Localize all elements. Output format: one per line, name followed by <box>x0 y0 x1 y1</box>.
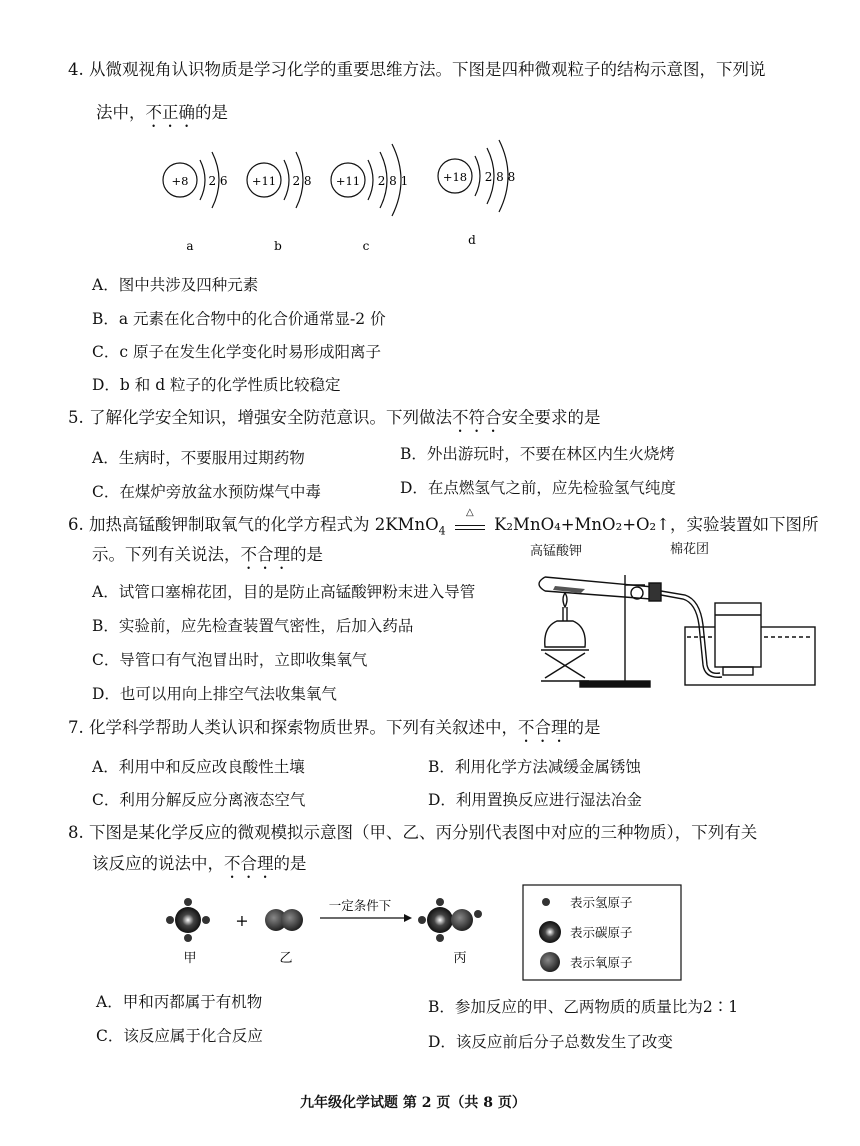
legend-oxygen: 表示氧原子 <box>570 955 633 970</box>
q7-stem <box>68 714 601 746</box>
q5-option-c[interactable]: C．在煤炉旁放盆水预防煤气中毒 <box>92 483 321 501</box>
molecule-jia <box>166 898 210 942</box>
q4-option-d[interactable]: D．b 和 d 粒子的化学性质比较稳定 <box>92 376 341 394</box>
q7-stem-pre: 7. 化学科学帮助人类认识和探索物质世界。下列有关叙述中， <box>68 718 518 737</box>
q7-option-b[interactable]: B．利用化学方法减缓金属锈蚀 <box>428 758 641 776</box>
q5-emphasis: 不符合 <box>452 408 502 427</box>
q7-stem-post: 的是 <box>567 718 601 737</box>
q4-stem-line1: 4. 从微观视角认识物质是学习化学的重要思维方法。下图是四种微观粒子的结构示意图，下列说 <box>68 60 766 79</box>
particle-a-nucleus: +8 <box>171 174 189 188</box>
q4-emphasis: 不正确 <box>145 103 195 122</box>
q8-option-b[interactable]: B．参加反应的甲、乙两物质的质量比为2∶1 <box>428 998 739 1016</box>
iron-stand <box>580 575 650 687</box>
lab-jack <box>541 650 589 681</box>
oxygen-apparatus-diagram <box>525 555 825 695</box>
q7-option-c[interactable]: C．利用分解反应分离液态空气 <box>92 791 306 809</box>
q4-option-c[interactable]: C．c 原子在发生化学变化时易形成阳离子 <box>92 343 381 361</box>
particle-d-nucleus: +18 <box>442 170 468 184</box>
test-tube <box>539 577 653 599</box>
q6-stem-line1 <box>68 507 819 538</box>
particle-d-electrons: 2 8 8 <box>484 170 516 184</box>
alcohol-lamp <box>545 593 586 647</box>
particle-b <box>247 152 312 253</box>
q4-stem-post: 的是 <box>195 103 228 122</box>
q6-option-d[interactable]: D．也可以用向上排空气法收集氧气 <box>92 685 337 703</box>
reaction-diagram <box>0 880 860 990</box>
q5-stem-pre: 5. 了解化学安全知识，增强安全防范意识。下列做法 <box>68 408 452 427</box>
particle-a <box>163 152 228 253</box>
particle-c-label: c <box>362 239 370 253</box>
particle-b-label: b <box>274 239 282 253</box>
q5-option-b[interactable]: B．外出游玩时，不要在林区内生火烧烤 <box>400 445 675 463</box>
label-potassium-permanganate: 高锰酸钾 <box>530 544 583 559</box>
particle-a-electrons: 2 6 <box>208 174 228 188</box>
label-cotton: 棉花团 <box>670 542 710 557</box>
particle-c-nucleus: +11 <box>335 174 361 188</box>
q5-stem-post: 安全要求的是 <box>501 408 601 427</box>
q7-option-d[interactable]: D．利用置换反应进行湿法冶金 <box>428 791 642 809</box>
particle-b-nucleus: +11 <box>251 174 277 188</box>
q5-option-a[interactable]: A．生病时，不要服用过期药物 <box>92 449 305 467</box>
q6-stem-line2 <box>92 541 323 573</box>
particle-d-label: d <box>468 233 476 247</box>
q4-stem-pre: 法中， <box>96 103 146 122</box>
plus-sign: + <box>235 911 249 930</box>
q8-stem-line1: 8. 下图是某化学反应的微观模拟示意图（甲、乙、丙分别代表图中对应的三种物质），下列有关 <box>68 823 758 842</box>
q6-option-c[interactable]: C．导管口有气泡冒出时，立即收集氧气 <box>92 651 368 669</box>
q6-stem2-post: 的是 <box>290 545 323 564</box>
q4-option-a[interactable]: A．图中共涉及四种元素 <box>92 276 259 294</box>
q6-option-b[interactable]: B．实验前，应先检查装置气密性，后加入药品 <box>92 617 414 635</box>
label-yi: 乙 <box>279 951 293 966</box>
q8-emphasis: 不合理 <box>224 854 274 873</box>
particle-c-electrons: 2 8 1 <box>377 174 409 188</box>
q6-emphasis: 不合理 <box>240 545 290 564</box>
q6-stem2-pre: 示。下列有关说法， <box>92 545 241 564</box>
q6-option-a[interactable]: A．试管口塞棉花团，目的是防止高锰酸钾粉末进入导管 <box>92 583 476 601</box>
particle-c <box>331 144 408 253</box>
q6-stem-pre: 6. 加热高锰酸钾制取氧气的化学方程式为 2KMnO <box>68 515 439 534</box>
q4-option-b[interactable]: B．a 元素在化合物中的化合价通常显-2 价 <box>92 310 386 328</box>
particle-b-electrons: 2 8 <box>292 174 312 188</box>
q6-stem-post: K₂MnO₄+MnO₂+O₂↑，实验装置如下图所 <box>494 515 819 534</box>
q7-option-a[interactable]: A．利用中和反应改良酸性土壤 <box>92 758 305 776</box>
q6-heat-symbol: △ <box>455 517 485 530</box>
q8-stem-line2 <box>92 850 307 882</box>
legend-hydrogen: 表示氢原子 <box>570 895 633 910</box>
q8-option-d[interactable]: D．该反应前后分子总数发生了改变 <box>428 1033 673 1051</box>
particle-a-label: a <box>186 239 194 253</box>
molecule-bing <box>418 898 482 942</box>
q6-subscript: 4 <box>438 524 446 538</box>
legend-box <box>523 885 681 980</box>
q8-stem-pre: 该反应的说法中， <box>92 854 224 873</box>
q8-option-a[interactable]: A．甲和丙都属于有机物 <box>96 993 263 1011</box>
gas-bottle <box>715 603 761 675</box>
reaction-condition: 一定条件下 <box>328 898 392 913</box>
q5-stem <box>68 404 601 436</box>
legend-carbon: 表示碳原子 <box>570 925 633 940</box>
atom-structure-diagram <box>0 130 860 260</box>
molecule-yi <box>265 909 303 931</box>
q8-option-c[interactable]: C．该反应属于化合反应 <box>96 1027 263 1045</box>
page-footer: 九年级化学试题 第 2 页（共 8 页） <box>300 1095 526 1111</box>
q4-stem-line2 <box>96 99 228 131</box>
q7-emphasis: 不合理 <box>518 718 568 737</box>
label-bing: 丙 <box>453 951 467 966</box>
label-jia: 甲 <box>183 951 197 966</box>
q8-stem-post: 的是 <box>273 854 307 873</box>
q5-option-d[interactable]: D．在点燃氢气之前，应先检验氢气纯度 <box>400 479 676 497</box>
particle-d <box>438 140 515 247</box>
stopper-and-tube <box>631 583 722 677</box>
